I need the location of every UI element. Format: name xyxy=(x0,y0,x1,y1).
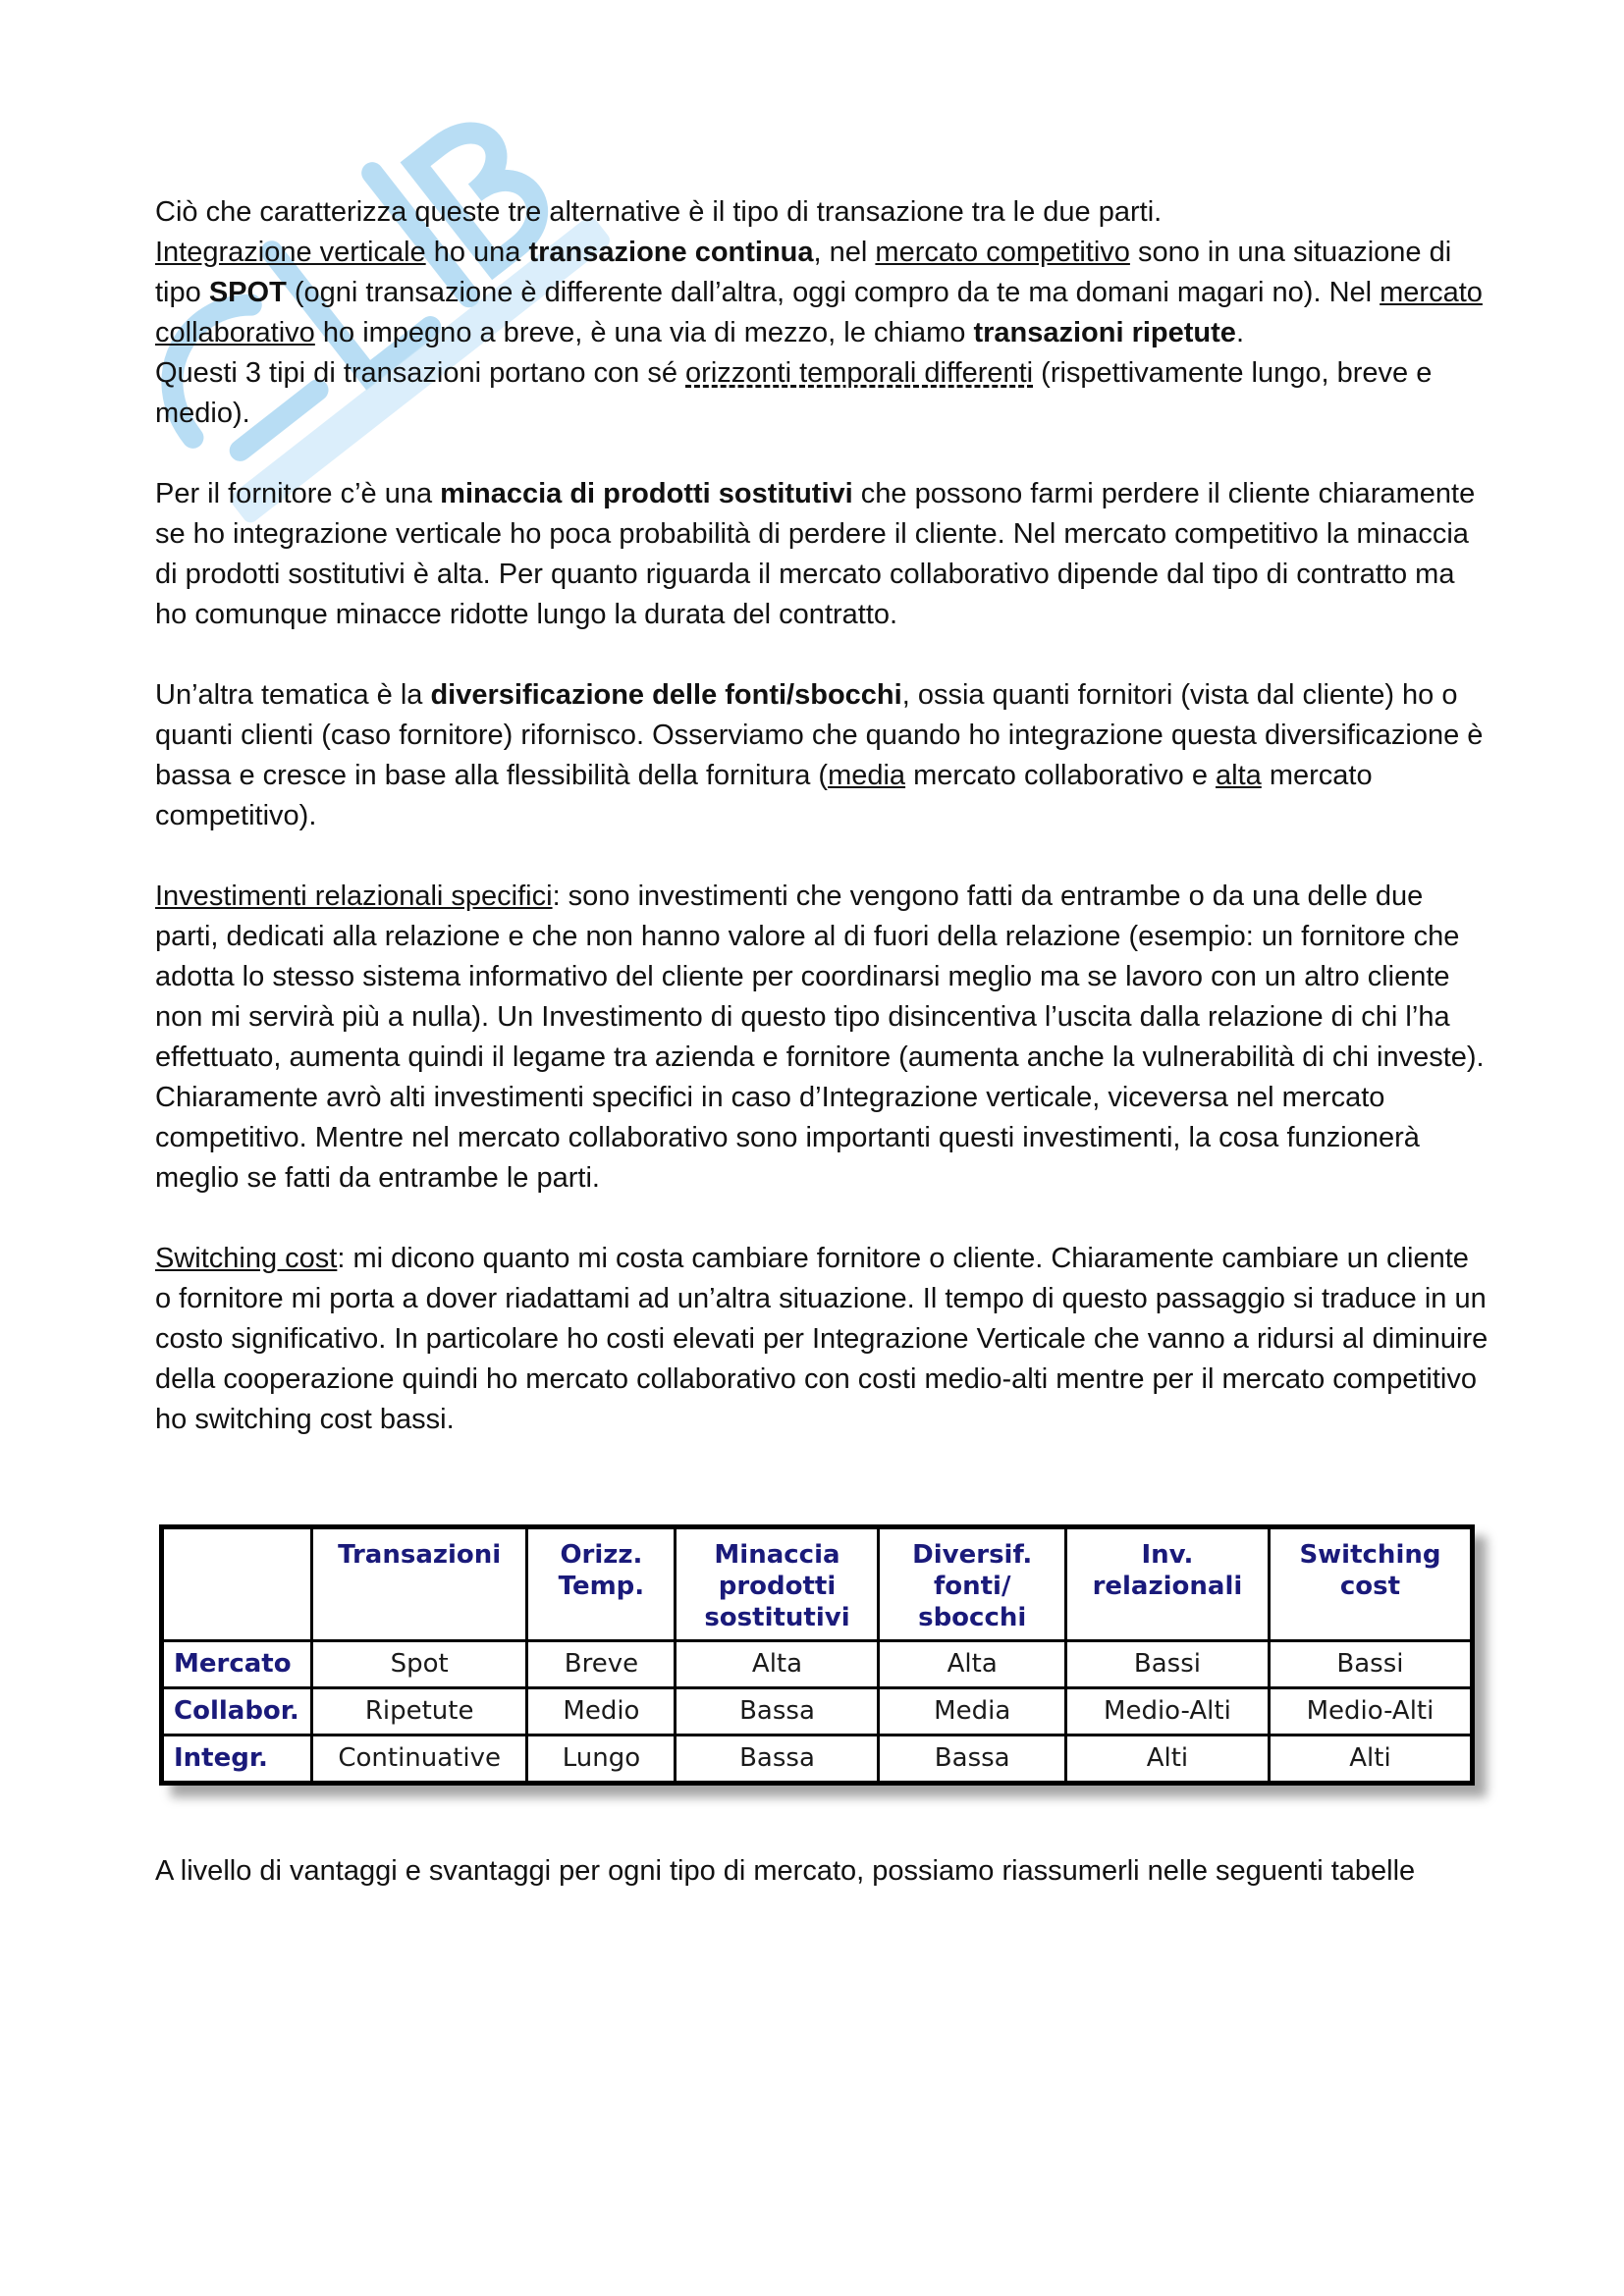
bold-term: SPOT xyxy=(208,277,287,308)
paragraph-diversificazione xyxy=(155,675,1490,836)
text: (ogni transazione è differente dall’altra, oggi compro da te ma domani magari no). Nel xyxy=(286,277,1380,308)
table-cell: Alta xyxy=(879,1641,1065,1688)
bold-term: minaccia di prodotti sostitutivi xyxy=(440,478,853,509)
table-cell: Spot xyxy=(311,1641,526,1688)
text: Per il fornitore c’è una xyxy=(155,478,441,509)
bold-term: transazioni ripetute xyxy=(973,317,1236,348)
table-header-cell: Diversif. fonti/ sbocchi xyxy=(879,1527,1065,1641)
text: sono in una situazione di tipo xyxy=(155,237,1452,308)
text: . xyxy=(1235,317,1244,348)
comparison-table xyxy=(159,1524,1475,1786)
paragraph-investimenti xyxy=(155,877,1490,1199)
table-row xyxy=(162,1641,1473,1688)
table-cell: Medio-Alti xyxy=(1269,1687,1472,1735)
row-label: Collabor. xyxy=(162,1687,312,1735)
underlined-term: media xyxy=(828,760,906,791)
paragraph-switching-cost xyxy=(155,1239,1490,1440)
table-header-cell: Switching cost xyxy=(1269,1527,1472,1641)
table-cell: Continuative xyxy=(311,1735,526,1783)
table-cell: Lungo xyxy=(527,1735,676,1783)
table-header-cell: Orizz. Temp. xyxy=(527,1527,676,1641)
table-row xyxy=(162,1687,1473,1735)
bold-term: diversificazione delle fonti/sbocchi xyxy=(430,679,902,711)
table-cell: Alti xyxy=(1269,1735,1472,1783)
underlined-term: mercato collaborativo xyxy=(155,277,1483,348)
text: ho una xyxy=(425,237,529,268)
row-label: Integr. xyxy=(162,1735,312,1783)
text: mercato competitivo). xyxy=(155,760,1373,831)
text: , nel xyxy=(813,237,876,268)
table-cell: Media xyxy=(879,1687,1065,1735)
underlined-term: Switching cost xyxy=(155,1243,338,1274)
table-header-cell xyxy=(162,1527,312,1641)
underlined-term: alta xyxy=(1216,760,1262,791)
table-cell: Alta xyxy=(676,1641,879,1688)
bold-term: transazione continua xyxy=(528,237,814,268)
table-cell: Medio-Alti xyxy=(1065,1687,1269,1735)
text: : sono investimenti che vengono fatti da entrambe o da una delle due parti, dedicati alla relazione e che non hanno valore al di fuori della relazione (esempio: un fornitore che adotta lo stesso sistema informativo del cliente per coordinarsi meglio ma se lavoro con un altro cliente non mi servirà più a nulla). Un Investimento di questo tipo disincentiva l’uscita dalla relazione di chi l’ha effettuato, aumenta quindi il legame tra azienda e fornitore (aumenta anche la vulnerabilità di chi investe). Chiaramente avrò alti investimenti specifici in caso d’Integrazione verticale, viceversa nel mercato competitivo. Mentre nel mercato collaborativo sono importanti questi investimenti, la cosa funzionerà meglio se fatti da entrambe le parti. xyxy=(155,881,1485,1194)
comparison-table-container xyxy=(159,1524,1475,1786)
row-label: Mercato xyxy=(162,1641,312,1688)
table-cell: Bassa xyxy=(676,1735,879,1783)
document-body xyxy=(155,192,1490,1480)
text: mercato collaborativo e xyxy=(905,760,1217,791)
text: : mi dicono quanto mi costa cambiare fornitore o cliente. Chiaramente cambiare un cliente o fornitore mi porta a dover riadattami ad un’altra situazione. Il tempo di questo passaggio si traduce in un costo significativo. In particolare ho costi elevati per Integrazione Verticale che vanno a ridursi al diminuire della cooperazione quindi ho mercato collaborativo con costi medio-alti mentre per il mercato competitivo ho switching cost bassi. xyxy=(155,1243,1489,1435)
table-cell: Breve xyxy=(527,1641,676,1688)
text: Un’altra tematica è la xyxy=(155,679,431,711)
table-header-cell: Inv. relazionali xyxy=(1065,1527,1269,1641)
text: Questi 3 tipi di transazioni portano con sé xyxy=(155,357,686,389)
table-cell: Ripetute xyxy=(311,1687,526,1735)
table-cell: Bassa xyxy=(879,1735,1065,1783)
table-header-cell: Minaccia prodotti sostitutivi xyxy=(676,1527,879,1641)
text: ho impegno a breve, è una via di mezzo, le chiamo xyxy=(314,317,974,348)
text: Ciò che caratterizza queste tre alternative è il tipo di transazione tra le due parti. xyxy=(155,196,1163,228)
closing-paragraph: A livello di vantaggi e svantaggi per ogni tipo di mercato, possiamo riassumerli nelle seguenti tabelle xyxy=(155,1855,1416,1887)
table-cell: Bassa xyxy=(676,1687,879,1735)
text: , ossia quanti fornitori (vista dal cliente) ho o quanti clienti (caso fornitore) rifornisco. Osserviamo che quando ho integrazione questa diversificazione è bassa e cresce in base alla flessibilità della fornitura ( xyxy=(155,679,1484,791)
text: (rispettivamente lungo, breve e medio). xyxy=(155,357,1433,429)
table-header-row xyxy=(162,1527,1473,1641)
underlined-term: Integrazione verticale xyxy=(155,237,426,268)
paragraph-minaccia xyxy=(155,474,1490,635)
underlined-term: mercato competitivo xyxy=(875,237,1130,268)
paragraph-transazioni xyxy=(155,192,1490,434)
text: che possono farmi perdere il cliente chiaramente se ho integrazione verticale ho poca probabilità di perdere il cliente. Nel mercato competitivo la minaccia di prodotti sostitutivi è alta. Per quanto riguarda il mercato collaborativo dipende dal tipo di contratto ma ho comunque minacce ridotte lungo la durata del contratto. xyxy=(155,478,1476,630)
dashed-underlined-term: orizzonti temporali differenti xyxy=(685,357,1034,389)
table-cell: Bassi xyxy=(1065,1641,1269,1688)
underlined-term: Investimenti relazionali specifici xyxy=(155,881,553,912)
table-header-cell: Transazioni xyxy=(311,1527,526,1641)
table-cell: Alti xyxy=(1065,1735,1269,1783)
table-row xyxy=(162,1735,1473,1783)
table-cell: Medio xyxy=(527,1687,676,1735)
table-cell: Bassi xyxy=(1269,1641,1472,1688)
